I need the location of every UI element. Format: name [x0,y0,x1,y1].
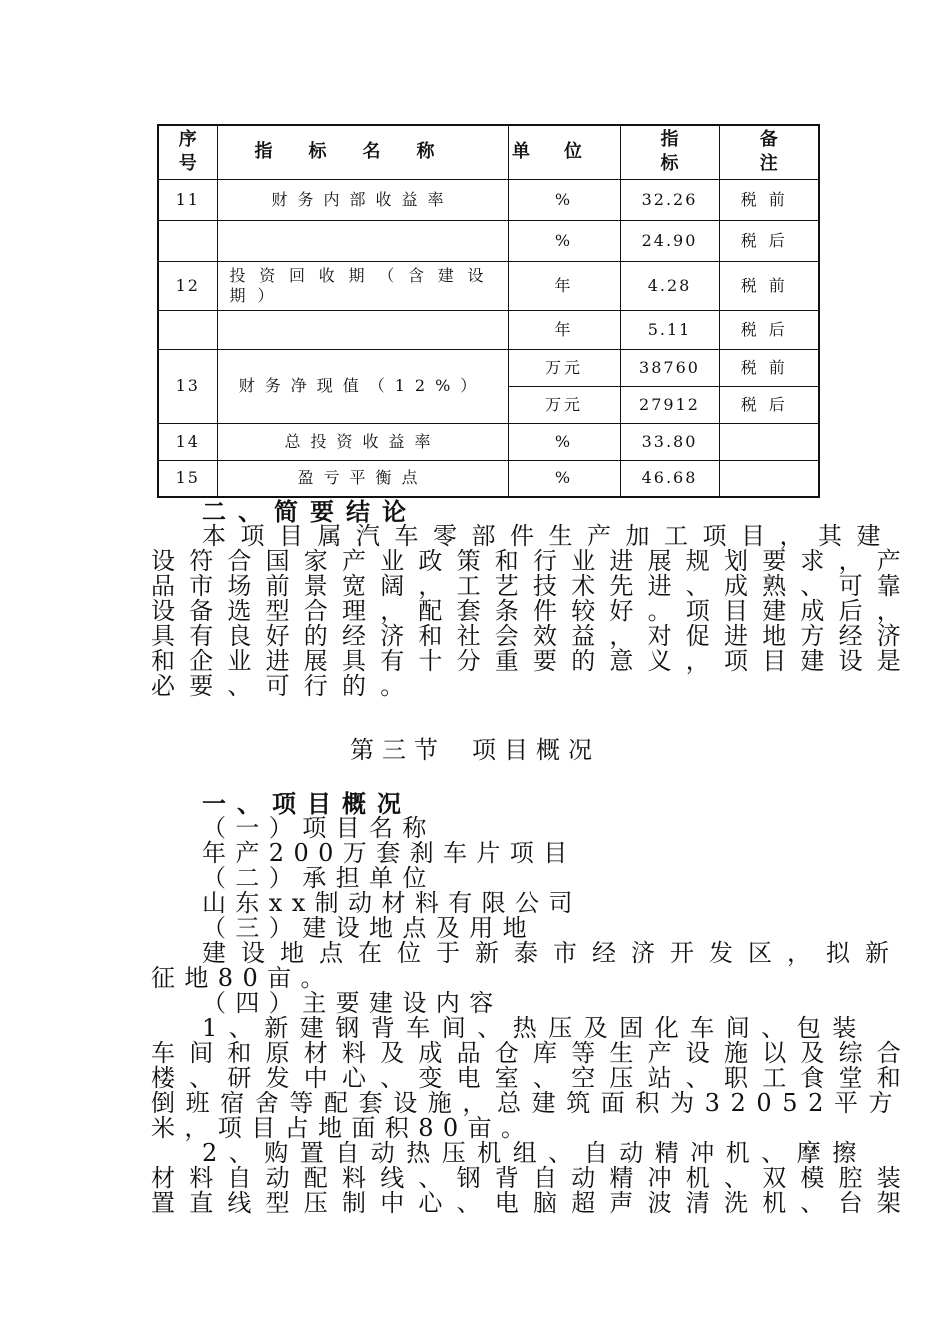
overview-line: 1、新建钢背车间、热压及固化车间、包装 [202,1014,868,1042]
conclusion-line: 设备选型合理，配套条件较好。项目建成后， [151,597,915,625]
table-row [158,179,819,220]
section-title-part2: 项目概况 [472,736,600,764]
row-remark: 税前 [719,179,819,220]
row-name: 财务净现值（12%） [217,349,508,423]
row-name: 总投资收益率 [217,423,508,460]
row-value: 24.90 [620,220,719,261]
conclusion-line: 品市场前景宽阔，工艺技术先进、成熟、可靠 [151,572,915,600]
row-unit: % [508,179,620,220]
header-value-line1: 指 [660,129,679,151]
row-unit: 万元 [508,386,620,423]
overview-line: 年产200万套刹车片项目 [202,839,577,867]
row-seq: 14 [158,423,217,460]
overview-line: （四）主要建设内容 [202,989,503,1017]
overview-title: 一、项目概况 [202,789,412,818]
header-name: 指标名称 [217,125,508,179]
row-unit: 万元 [508,349,620,386]
row-unit: 年 [508,261,620,310]
row-name: 投资回收期（含建设期） [217,261,508,310]
header-unit: 单位 [508,125,620,179]
header-seq-line2: 号 [178,153,197,175]
overview-line: 材料自动配料线、钢背自动精冲机、双模腔装 [151,1164,915,1192]
conclusion-line: 本项目属汽车零部件生产加工项目，其建 [202,522,895,550]
conclusion-title: 二、简要结论 [202,497,418,526]
header-remark [719,125,819,179]
overview-line: 置直线型压制中心、电脑超声波清洗机、台架 [151,1189,915,1217]
header-remark-line2: 注 [759,153,778,175]
row-seq: 15 [158,460,217,497]
overview-line: （一）项目名称 [202,814,436,842]
row-name: 财务内部收益率 [217,179,508,220]
overview-line: 楼、研发中心、变电室、空压站、职工食堂和 [151,1064,915,1092]
overview-line: 山东xx制动材料有限公司 [202,889,582,917]
header-value [620,125,719,179]
row-value: 46.68 [620,460,719,497]
row-remark: 税后 [719,386,819,423]
row-value: 32.26 [620,179,719,220]
row-name [217,310,508,349]
row-seq: 12 [158,261,217,310]
row-value: 4.28 [620,261,719,310]
table-row [158,460,819,497]
row-unit: % [508,460,620,497]
table-row [158,349,819,386]
header-remark-line1: 备 [759,129,778,151]
row-remark: 税前 [719,349,819,386]
section-title-part1: 第三节 [350,736,446,764]
table-header-row [158,125,819,179]
overview-line: （二）承担单位 [202,864,436,892]
row-seq [158,220,217,261]
conclusion-line: 和企业进展具有十分重要的意义，项目建设是 [151,647,915,675]
row-value: 5.11 [620,310,719,349]
header-seq [158,125,217,179]
financial-indicators-table [157,124,820,498]
row-value: 33.80 [620,423,719,460]
conclusion-line: 必要、可行的。 [151,672,419,700]
table-row [158,423,819,460]
row-remark: 税后 [719,220,819,261]
row-name: 盈亏平衡点 [217,460,508,497]
row-seq: 11 [158,179,217,220]
row-remark [719,423,819,460]
row-remark [719,460,819,497]
overview-line: 倒班宿舍等配套设施，总建筑面积为32052平方 [151,1089,904,1117]
overview-line: 建设地点在位于新泰市经济开发区，拟新 [202,939,904,967]
overview-line: 米，项目占地面积80亩。 [151,1114,535,1142]
conclusion-line: 具有良好的经济和社会效益，对促进地方经济 [151,622,915,650]
row-value: 27912 [620,386,719,423]
row-seq: 13 [158,349,217,423]
row-unit: 年 [508,310,620,349]
overview-line: 车间和原材料及成品仓库等生产设施以及综合 [151,1039,915,1067]
row-unit: % [508,423,620,460]
row-unit: % [508,220,620,261]
header-seq-line1: 序 [178,129,197,151]
row-value: 38760 [620,349,719,386]
table-row [158,261,819,310]
overview-line: 2、购置自动热压机组、自动精冲机、摩擦 [202,1139,868,1167]
row-seq [158,310,217,349]
row-remark: 税前 [719,261,819,310]
row-name [217,220,508,261]
table-row [158,310,819,349]
row-remark: 税后 [719,310,819,349]
overview-line: 征地80亩。 [151,964,334,992]
overview-line: （三）建设地点及用地 [202,914,536,942]
header-value-line2: 标 [660,153,679,175]
section-heading [0,730,950,765]
table-row [158,220,819,261]
conclusion-line: 设符合国家产业政策和行业进展规划要求，产 [151,547,915,575]
